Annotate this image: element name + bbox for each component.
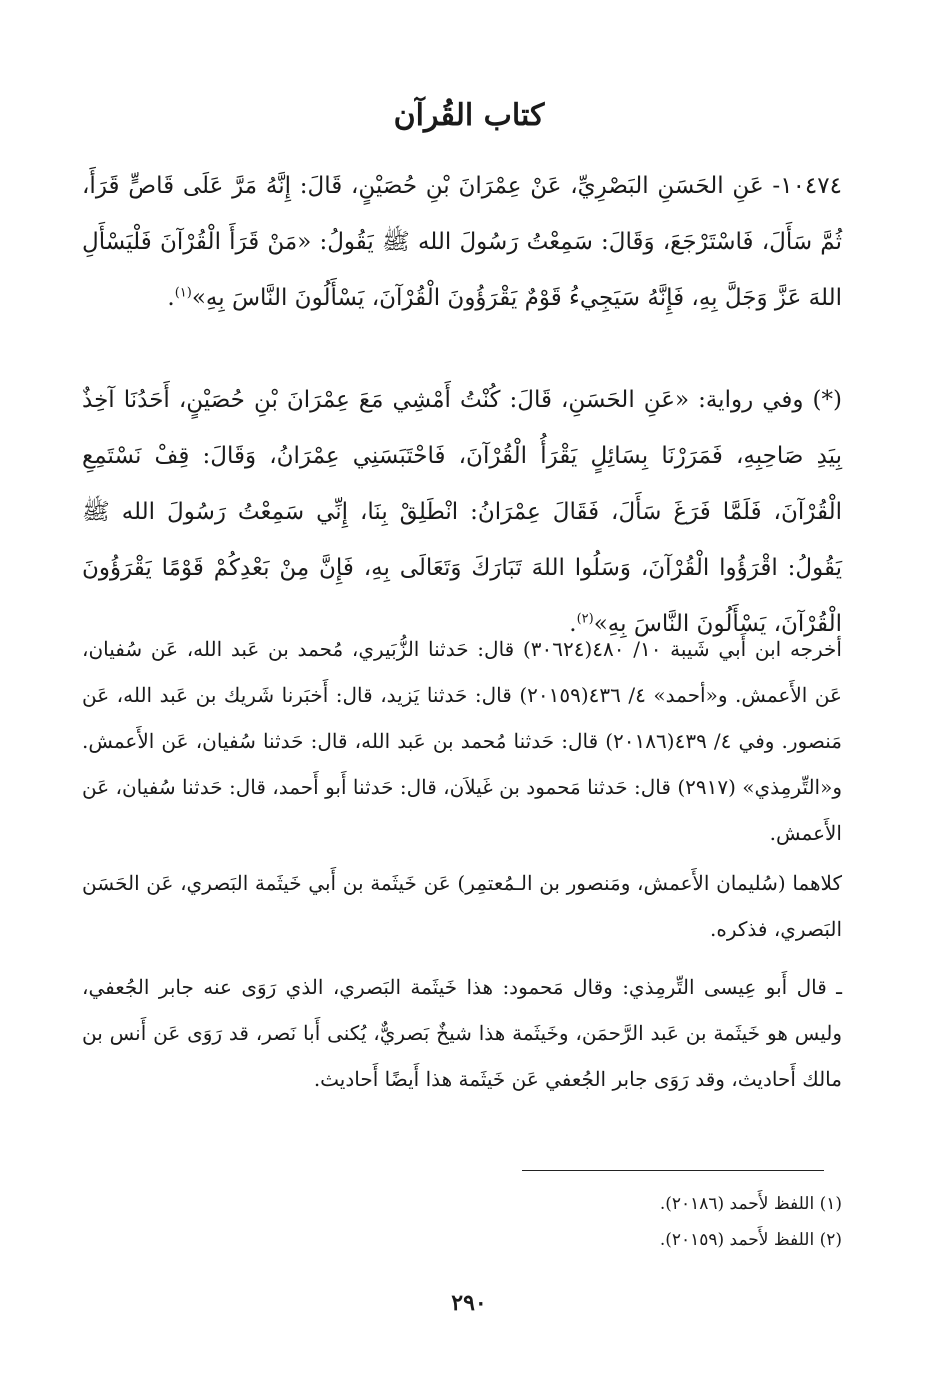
riwaya-end: . bbox=[569, 611, 577, 637]
footnote-2: (٢) اللفظ لأَحمد (٢٠١٥٩). bbox=[659, 1230, 842, 1250]
footnote-ref-2[interactable]: (٢) bbox=[576, 611, 594, 627]
riwaya-text: (*) وفي رواية: «عَنِ الحَسَنِ، قَالَ: كُنْتُ أَمْشِي مَعَ عِمْرَانَ بْنِ حُصَيْنٍ، أَحَدُنَا آخِذٌ بِيَدِ صَاحِبِهِ، فَمَرَرْنَا بِسَائِلٍ يَقْرَأُ الْقُرْآنَ، فَاحْتَبَسَنِي عِمْرَانُ، وَقَالَ: قِفْ نَسْتَمِعِ الْقُرْآنَ، فَلَمَّا فَرَغَ سَأَلَ، فَقَالَ عِمْرَانُ: انْطَلِقْ بِنَا، إِنِّي سَمِعْتُ رَسُولَ الله ﷺ يَقُولُ: اقْرَؤُوا الْقُرْآنَ، وَسَلُوا اللهَ تَبَارَكَ وَتَعَالَى بِهِ، فَإِنَّ مِنْ بَعْدِكُمْ قَوْمًا يَقْرَؤُونَ الْقُرْآنَ، يَسْأَلُونَ النَّاسَ بِهِ» bbox=[82, 387, 842, 637]
riwaya-paragraph bbox=[82, 372, 842, 652]
hadith-end: . bbox=[167, 285, 175, 311]
tirmidhi-comment-paragraph: ـ قال أَبو عِيسى التِّرمِذي: وقال مَحمود: هذا خَيثَمة البَصري، الذي رَوَى عنه جابر الجُعفي، وليس هو خَيثَمة بن عَبد الرَّحمَن، وخَيثَمة هذا شيخٌ بَصريٌّ، يُكنى أَبا نَصر، قد رَوَى عَن أَنس بن مالك أَحاديث، وقد رَوَى جابر الجُعفي عَن خَيثَمة هذا أَيضًا أَحاديث. bbox=[82, 975, 842, 1091]
hadith-text: ١٠٤٧٤- عَنِ الحَسَنِ البَصْرِيِّ، عَنْ عِمْرَانَ بْنِ حُصَيْنٍ، قَالَ: إِنَّهُ مَرَّ عَلَى قَاصٍّ قَرَأَ، ثُمَّ سَأَلَ، فَاسْتَرْجَعَ، وَقَالَ: سَمِعْتُ رَسُولَ الله ﷺ يَقُولُ: «مَنْ قَرَأَ الْقُرْآنَ فَلْيَسْأَلِ اللهَ عَزَّ وَجَلَّ بِهِ، فَإِنَّهُ سَيَجِيءُ قَوْمٌ يَقْرَؤُونَ الْقُرْآنَ، يَسْأَلُونَ النَّاسَ بِهِ» bbox=[82, 173, 842, 311]
footnote-ref-1[interactable]: (١) bbox=[174, 285, 192, 301]
takhrij-paragraph: أخرجه ابن أَبي شَيبة ١٠/ ٤٨٠(٣٠٦٢٤) قال: حَدثنا الزُّبَيري، مُحمد بن عَبد الله، عَن سُفيان، عَن الأَعمش. و«أحمد» ٤/ ٤٣٦(٢٠١٥٩) قال: حَدثنا يَزيد، قال: أَخبَرنا شَريك بن عَبد الله، عَن مَنصور. وفي ٤/ ٤٣٩(٢٠١٨٦) قال: حَدثنا مُحمد بن عَبد الله، قال: حَدثنا سُفيان، عَن الأَعمش. و«التِّرمِذي» (٢٩١٧) قال: حَدثنا مَحمود بن غَيلاَن، قال: حَدثنا أَبو أَحمد، قال: حَدثنا سُفيان، عَن الأَعمش. bbox=[82, 637, 842, 845]
chapter-title: كتاب القُرآن bbox=[393, 98, 545, 133]
footnote-1: (١) اللفظ لأَحمد (٢٠١٨٦). bbox=[659, 1194, 842, 1214]
page-number: ٢٩٠ bbox=[451, 1290, 487, 1316]
footnote-divider bbox=[522, 1170, 824, 1171]
hadith-paragraph bbox=[82, 158, 842, 326]
isnad-summary-paragraph: كلاهما (سُليمان الأَعمش، ومَنصور بن الـمُعتمِر) عَن خَيثَمة بن أَبي خَيثَمة البَصري، عَن الحَسَن البَصري، فذكره. bbox=[82, 871, 842, 941]
